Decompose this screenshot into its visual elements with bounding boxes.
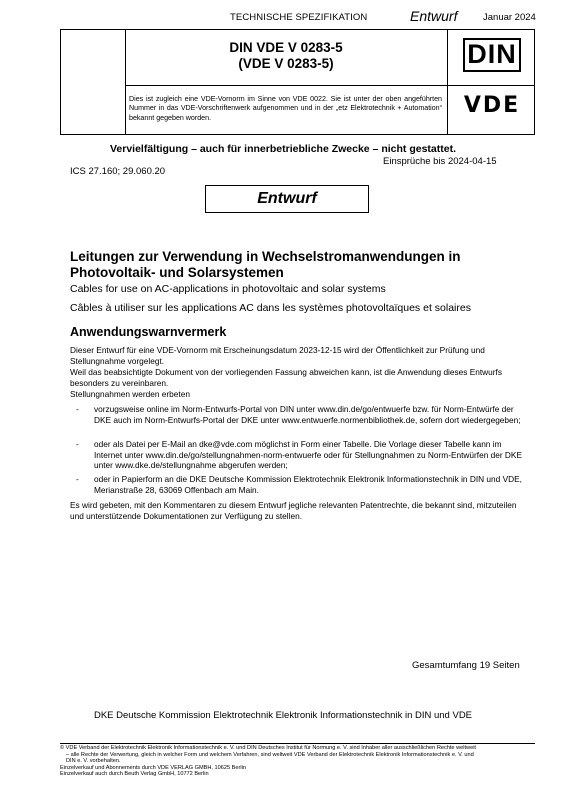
vde-notice: Dies ist zugleich eine VDE-Vornorm im Sinne von VDE 0022. Sie ist unter der oben angeführten Nummer in das VDE-Vorschriftenwerk aufgenommen und in der „etz Elektrotechnik + Automation“ bekannt gegeben worden. xyxy=(129,95,442,122)
list-item-text: oder als Datei per E-Mail an dke@vde.com möglichst in Form einer Tabelle. Die Vorlage dieser Tabelle kann im Internet unter www.din.de/go/stellungnahmen-norm-entwuerfe oder für Stellungnahmen zu Norm-Entwürfen der DKE unter www.dke.de/stellungnahme abgerufen werden; xyxy=(94,439,522,470)
vde-logo: VDE xyxy=(463,93,521,118)
paragraph: Es wird gebeten, mit den Kommentaren zu diesem Entwurf jegliche relevanten Patentrechte, die bekannt sind, mitzuteilen und unterstützende Dokumentationen zur Verfügung zu stellen. xyxy=(70,500,517,521)
table-divider xyxy=(125,85,535,86)
ics-codes: ICS 27.160; 29.060.20 xyxy=(70,166,166,177)
document-number xyxy=(125,40,447,72)
publisher: DKE Deutsche Kommission Elektrotechnik Elektronik Informationstechnik in DIN und VDE xyxy=(93,710,473,721)
footer-line: – alle Rechte der Verwertung, gleich in welcher Form und welchem Verfahren, sind weltweit VDE Verband der Elektrotechnik Elektronik Informationstechnik e. V. und xyxy=(66,751,474,758)
bullet-marker: - xyxy=(76,474,79,484)
header-table xyxy=(60,29,535,135)
objection-deadline: Einsprüche bis 2024-04-15 xyxy=(383,156,497,167)
draft-status-label: Entwurf xyxy=(410,8,458,24)
table-divider xyxy=(447,30,448,134)
footer-line: Einzelverkauf auch durch Beuth Verlag GmbH, 10772 Berlin xyxy=(60,771,209,778)
footer-divider xyxy=(60,743,535,744)
total-pages: Gesamtumfang 19 Seiten xyxy=(412,660,520,671)
title-english: Cables for use on AC-applications in photovoltaic and solar systems xyxy=(70,283,386,295)
paragraph: Dieser Entwurf für eine VDE-Vornorm mit Erscheinungsdatum 2023-12-15 wird der Öffentlichkeit zur Prüfung und Stellungnahme vorgelegt. xyxy=(70,345,485,366)
section-heading: Anwendungswarnvermerk xyxy=(70,325,227,339)
footer-line: © VDE Verband der Elektrotechnik Elektronik Informationstechnik e. V. und DIN Deutsches Institut für Normung e. V. sind Inhaber aller ausschließlichen Rechte weltweit xyxy=(60,745,476,751)
copyright-footer xyxy=(60,745,530,778)
bullet-marker: - xyxy=(76,404,79,414)
paragraph: Stellungnahmen werden erbeten xyxy=(70,389,190,399)
paragraph: Weil das beabsichtigte Dokument von der vorliegenden Fassung abweichen kann, ist die Anwendung dieses Entwurfs besonders zu vereinbaren. xyxy=(70,367,503,388)
din-logo: DIN xyxy=(463,38,521,72)
spec-type-label: TECHNISCHE SPEZIFIKATION xyxy=(230,12,368,23)
footer-line: Einzelverkauf und Abonnements durch VDE VERLAG GMBH, 10625 Berlin xyxy=(60,764,246,771)
draft-label-box: Entwurf xyxy=(205,185,369,213)
list-item-text: oder in Papierform an die DKE Deutsche Kommission Elektrotechnik Elektronik Informationstechnik in DIN und VDE, Merianstraße 28, 63069 Offenbach am Main. xyxy=(94,474,522,495)
bullet-marker: - xyxy=(76,439,79,449)
document-number-primary: DIN VDE V 0283-5 xyxy=(229,40,343,55)
title-french: Câbles à utiliser sur les applications AC dans les systèmes photovoltaïques et solaires xyxy=(70,302,471,314)
document-number-secondary: (VDE V 0283-5) xyxy=(238,56,334,71)
list-item-text: vorzugsweise online im Norm-Entwurfs-Portal von DIN unter www.din.de/go/entwuerfe bzw. für Norm-Entwürfe der DKE auch im Norm-Entwurfs-Portal der DKE unter www.entwuerfe.normenbibliothek.de, sofern dort wiedergegeben; xyxy=(94,404,521,425)
footer-line: DIN e. V. vorbehalten. xyxy=(66,758,121,765)
reproduction-notice: Vervielfältigung – auch für innerbetriebliche Zwecke – nicht gestattet. xyxy=(109,143,456,155)
title-german: Leitungen zur Verwendung in Wechselstromanwendungen in Photovoltaik- und Solarsystemen xyxy=(70,249,461,280)
issue-date: Januar 2024 xyxy=(483,12,536,23)
